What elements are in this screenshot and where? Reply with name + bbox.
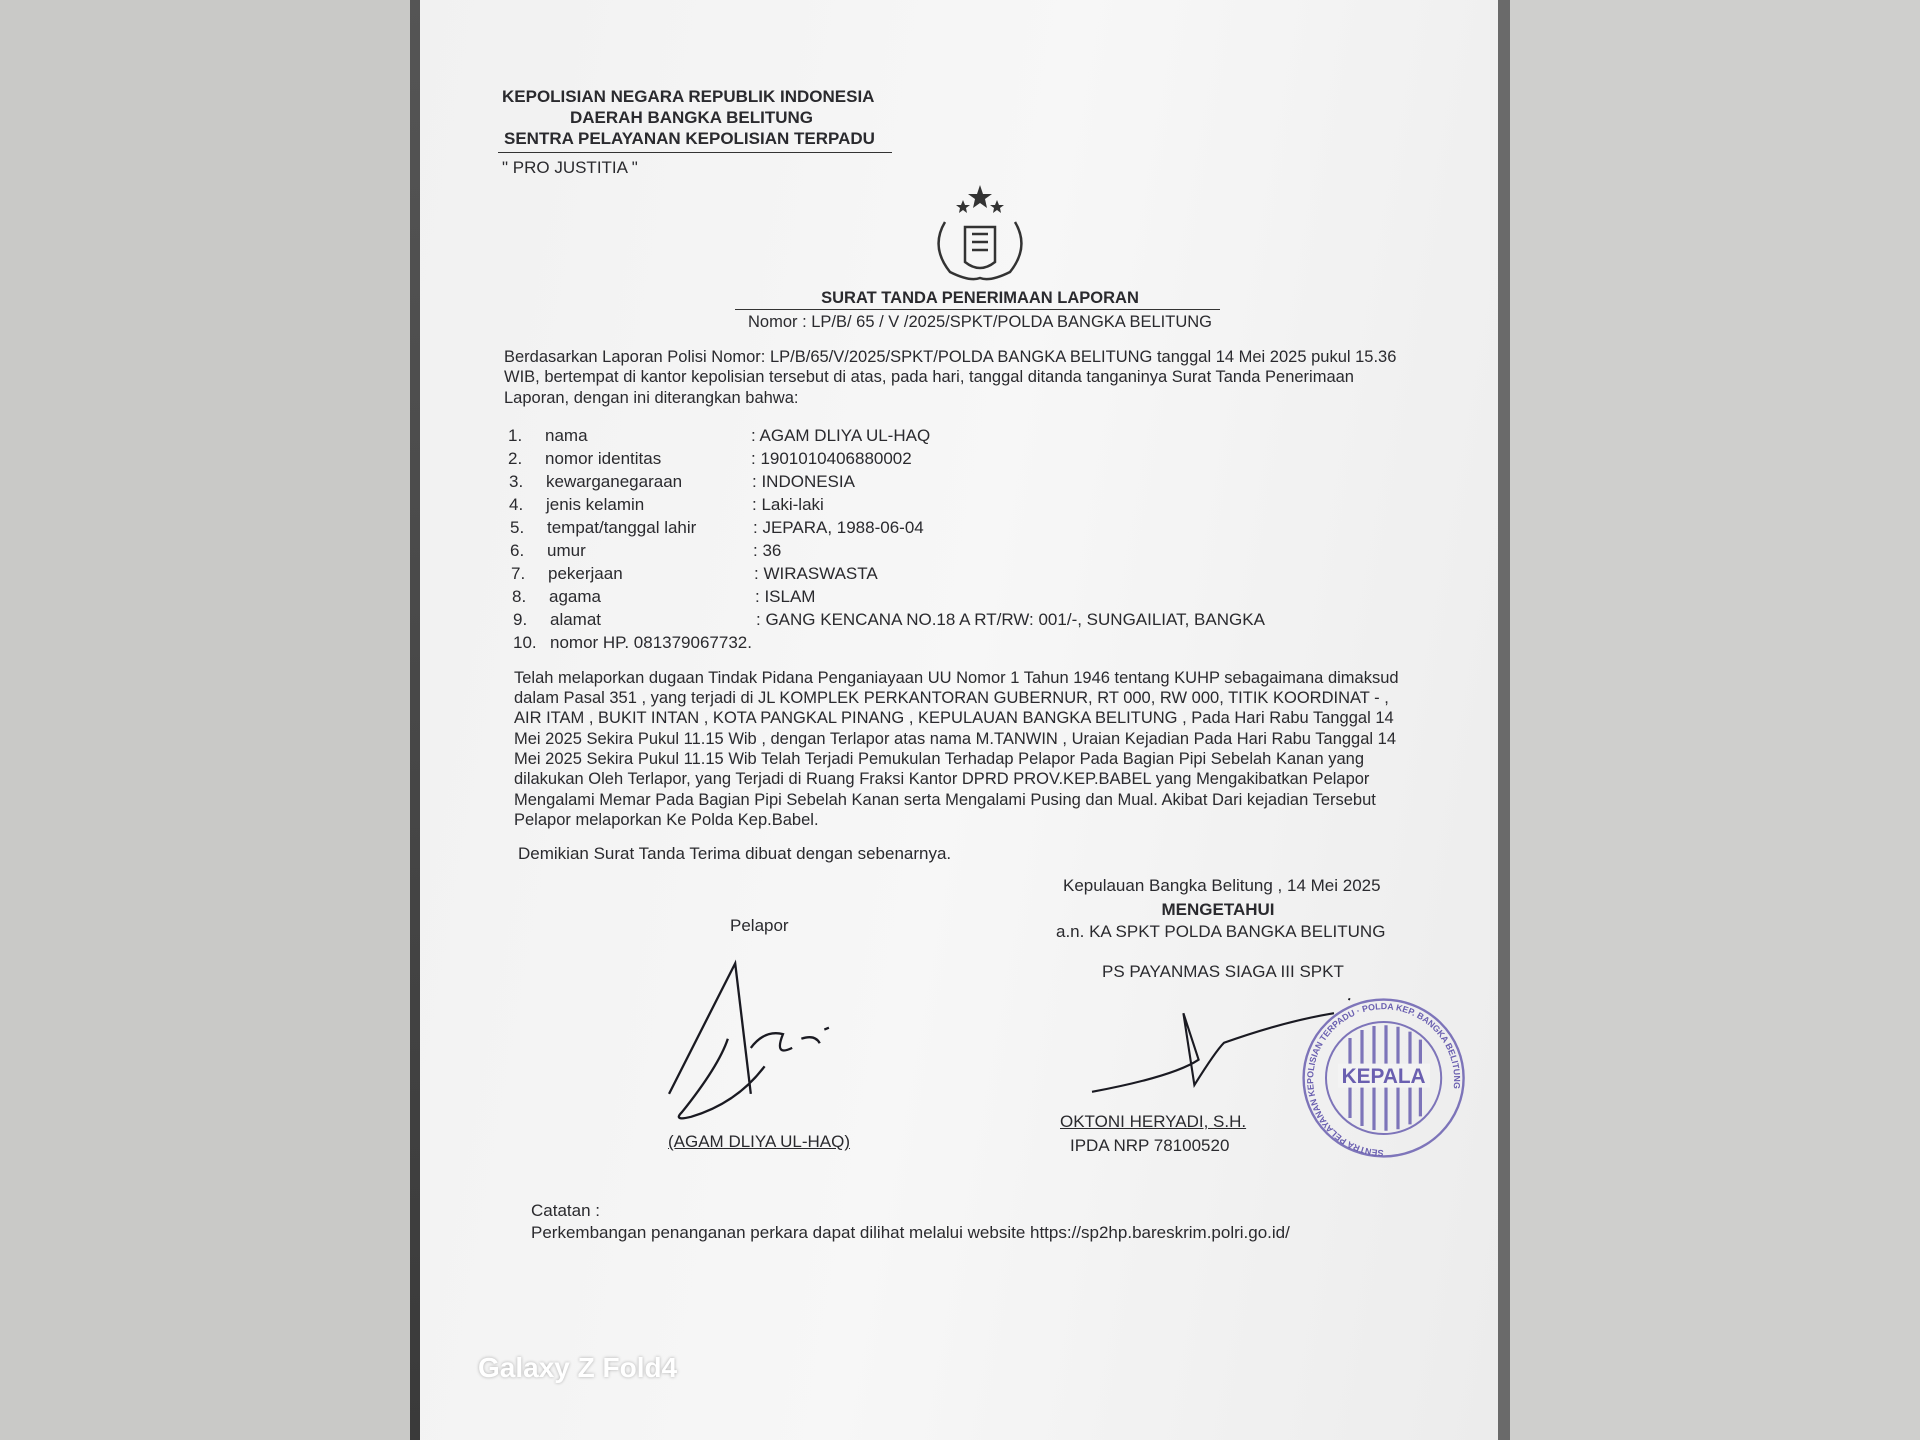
document-title: SURAT TANDA PENERIMAAN LAPORAN <box>821 289 1139 307</box>
report-paragraph <box>514 668 1454 830</box>
header-line-2: DAERAH BANGKA BELITUNG <box>570 108 814 127</box>
field-row: 8. agama : ISLAM <box>512 586 816 606</box>
reporter-signature <box>655 956 865 1126</box>
background-right <box>1510 0 1920 1440</box>
field-row: 7. pekerjaan : WIRASWASTA <box>511 563 878 583</box>
intro-paragraph <box>504 347 1454 408</box>
closing-statement: Demikian Surat Tanda Terima dibuat dengan sebenarnya. <box>518 844 952 864</box>
report-line: Mei 2025 Sekira Pukul 11.15 Wib Telah Terjadi Pemukulan Terhadap Pelapor Pada Bagian Pipi Sebelah Kanan yang <box>514 750 1365 769</box>
report-line: dilakukan Oleh Terlapor, yang Terjadi di Ruang Fraksi Kantor DPRD PROV.KEP.BABEL yang Mengakibatkan Pelapor <box>514 770 1370 789</box>
report-line: Mengalami Memar Pada Bagian Pipi Sebelah Kanan serta Mengalami Pusing dan Mual. Akibat Dari kejadian Tersebut <box>514 790 1376 809</box>
intro-line: Laporan, dengan ini diterangkan bahwa: <box>504 388 799 407</box>
mengetahui-label: MENGETAHUI <box>1161 900 1275 920</box>
place-date: Kepulauan Bangka Belitung , 14 Mei 2025 <box>1063 876 1381 896</box>
authority-line: a.n. KA SPKT POLDA BANGKA BELITUNG <box>1056 922 1386 942</box>
catatan-label: Catatan : <box>531 1201 600 1221</box>
report-line: Telah melaporkan dugaan Tindak Pidana Penganiayaan UU Nomor 1 Tahun 1946 tentang KUHP sebagaimana dimaksud <box>514 668 1399 687</box>
camera-watermark: Galaxy Z Fold4 <box>478 1352 678 1383</box>
star-icon <box>968 185 992 208</box>
officer-name: OKTONI HERYADI, S.H. <box>1060 1112 1247 1132</box>
field-row: 5. tempat/tanggal lahir : JEPARA, 1988-06-04 <box>510 517 924 537</box>
officer-position: PS PAYANMAS SIAGA III SPKT <box>1102 962 1344 982</box>
field-row: 1. nama : AGAM DLIYA UL-HAQ <box>508 425 931 445</box>
police-emblem-icon <box>925 182 1035 287</box>
field-row: 4. jenis kelamin : Laki-laki <box>509 494 824 514</box>
document-number: Nomor : LP/B/ 65 / V /2025/SPKT/POLDA BANGKA BELITUNG <box>747 313 1213 331</box>
header-line-1: KEPOLISIAN NEGARA REPUBLIK INDONESIA <box>502 87 875 106</box>
report-line: Pelapor melaporkan Ke Polda Kep.Babel. <box>514 810 819 829</box>
field-row: 2. nomor identitas : 1901010406880002 <box>508 448 912 468</box>
signature-block <box>504 864 1463 1194</box>
title-underline <box>735 309 1220 310</box>
officer-rank: IPDA NRP 78100520 <box>1070 1136 1230 1156</box>
report-line: dalam Pasal 351 , yang terjadi di JL KOMPLEK PERKANTORAN GUBERNUR, RT 000, RW 000, TITIK KOORDINAT - , <box>514 689 1389 708</box>
stamp-ring-text: SENTRA PELAYANAN KEPOLISIAN TERPADU · POLDA KEP. BANGKA BELITUNG <box>1305 1001 1463 1159</box>
report-line: Mei 2025 Sekira Pukul 11.15 Wib , dengan Terlapor atas nama M.TANWIN , Uraian Kejadian Pada Hari Rabu Tanggal 14 <box>514 729 1397 748</box>
intro-line: Berdasarkan Laporan Polisi Nomor: LP/B/65/V/2025/SPKT/POLDA BANGKA BELITUNG tanggal 14 Mei 2025 pukul 15.36 <box>504 348 1397 366</box>
field-row: 6. umur : 36 <box>510 540 782 560</box>
field-row: 3. kewarganegaraan : INDONESIA <box>509 471 855 491</box>
intro-line: WIB, bertempat di kantor kepolisian tersebut di atas, pada hari, tanggal ditanda tanganinya Surat Tanda Penerimaan <box>504 368 1354 387</box>
document-body <box>504 347 1463 1244</box>
stamp-text: KEPALA <box>1341 1065 1426 1089</box>
catatan-text: Perkembangan penanganan perkara dapat dilihat melalui website https://sp2hp.bareskrim.polri.go.id/ <box>531 1223 1290 1243</box>
officer-signature <box>1064 992 1384 1102</box>
field-row: 9. alamat : GANG KENCANA NO.18 A RT/RW: 001/-, SUNGAILIAT, BANGKA <box>513 609 1265 629</box>
field-row: 10. nomor HP. 081379067732. <box>513 632 752 652</box>
reporter-name: (AGAM DLIYA UL-HAQ) <box>668 1132 850 1152</box>
header-underline <box>498 152 892 153</box>
report-line: AIR ITAM , BUKIT INTAN , KOTA PANGKAL PINANG , KEPULAUAN BANGKA BELITUNG , Pada Hari Rabu Tanggal 14 <box>514 709 1394 728</box>
catatan-block <box>531 1200 1454 1244</box>
reporter-fields <box>504 426 1454 658</box>
header-line-3: SENTRA PELAYANAN KEPOLISIAN TERPADU <box>504 129 875 148</box>
pelapor-label: Pelapor <box>730 916 789 936</box>
pro-justitia: " PRO JUSTITIA " <box>502 158 638 177</box>
